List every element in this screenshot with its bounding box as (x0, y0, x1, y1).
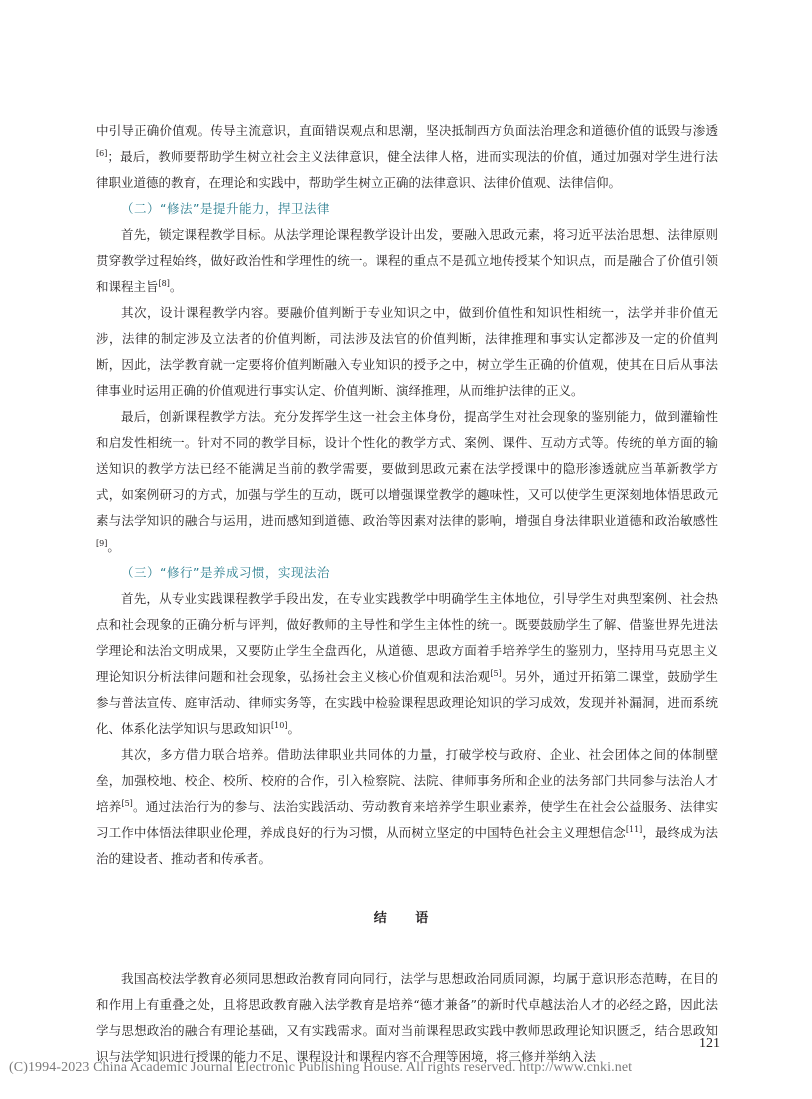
paragraph-text: 。 (287, 721, 300, 736)
section-heading-3: （三）“修行”是养成习惯，实现法治 (121, 565, 330, 580)
paragraph-text: 我国高校法学教育必须同思想政治教育同向同行，法学与思想政治同质同源，均属于意识形态范畴，在目的和作用上有重叠之处，且将思政教育融入法学教育是培养“德才兼备”的新时代卓越法治人才的必经之路，因此法学与思想政治的融合有理论基础，又有实践需求。面对当前课程思政实践中教师思政理论知识匮乏，结合思政知识与法学知识进行授课的能力不足、课程设计和课程内容不合理等困境，将三修并举纳入法 (96, 971, 718, 1064)
article-body (96, 118, 718, 1070)
copyright-footer: (C)1994-2023 China Academic Journal Electronic Publishing House. All rights reserved. http://www.cnki.net (9, 1060, 633, 1075)
paragraph (96, 222, 718, 300)
paragraph-text: 。 (107, 539, 120, 554)
citation-ref: [8] (158, 278, 170, 288)
citation-ref: [5] (121, 798, 133, 808)
paragraph-text: 首先，从专业实践课程教学手段出发，在专业实践教学中明确学生主体地位，引导学生对典型案例、社会热点和社会现象的正确分析与评判，做好教师的主导性和学生主体性的统一。既要鼓励学生了解、借鉴世界先进法学理论和法治文明成果，又要防止学生全盘西化，从道德、思政方面着手培养学生的鉴别力，坚持用马克思主义理论知识分析法律问题和社会现象，弘扬社会主义核心价值观和法治观 (96, 591, 718, 684)
citation-ref: [11] (625, 824, 643, 834)
citation-ref: [5] (490, 668, 502, 678)
paragraph (96, 118, 718, 196)
paragraph (96, 966, 718, 1070)
paragraph-text: 其次，设计课程教学内容。要融价值判断于专业知识之中，做到价值性和知识性相统一，法学并非价值无涉，法律的制定涉及立法者的价值判断，司法涉及法官的价值判断，法律推理和事实认定都涉及一定的价值判断，因此，法学教育就一定要将价值判断融入专业知识的授予之中，树立学生正确的价值观，使其在日后从事法律事业时运用正确的价值观进行事实认定、价值判断、演绎推理，从而维护法律的正义。 (96, 305, 718, 398)
paragraph-text: 。 (169, 279, 183, 294)
section-heading-2: （二）“修法”是提升能力，捍卫法律 (121, 201, 330, 216)
paragraph-text: 中引导正确价值观。传导主流意识，直面错误观点和思潮，坚决抵制西方负面法治理念和道德价值的诋毁与渗透 (96, 123, 718, 138)
paragraph-text: 。通过法治行为的参与、法治实践活动、劳动教育来培养学生职业素养，使学生在社会公益服务、法律实习工作中体悟法律职业伦理，养成良好的行为习惯，从而树立坚定的中国特色社会主义理想信念 (96, 799, 718, 840)
paragraph (96, 742, 718, 872)
paragraph-text: 。另外，通过开拓第二课堂，鼓励学生参与普法宣传、庭审活动、律师实务等，在实践中检验课程思政理论知识的学习成效，发现并补漏洞，进而系统化、体系化法学知识与思政知识 (96, 669, 718, 736)
conclusion-title: 结 语 (373, 911, 441, 926)
paragraph-text: ；最后，教师要帮助学生树立社会主义法律意识，健全法律人格，进而实现法的价值，通过加强对学生进行法律职业道德的教育，在理论和实践中，帮助学生树立正确的法律意识、法律价值观、法律信仰。 (96, 149, 718, 190)
citation-ref: [9] (96, 538, 108, 548)
paragraph (96, 404, 718, 560)
citation-ref: [6] (96, 148, 108, 158)
paragraph-text: 其次，多方借力联合培养。借助法律职业共同体的力量，打破学校与政府、企业、社会团体之间的体制壁垒，加强校地、校企、校所、校府的合作，引入检察院、法院、律师事务所和企业的法务部门共同参与法治人才培养 (96, 747, 718, 814)
paragraph (96, 300, 718, 404)
page-number: 121 (699, 1036, 720, 1051)
citation-ref: [10] (271, 720, 288, 730)
paragraph-text: 首先，锁定课程教学目标。从法学理论课程教学设计出发，要融入思政元素，将习近平法治思想、法律原则贯穿教学过程始终，做好政治性和学理性的统一。课程的重点不是孤立地传授某个知识点，而是融合了价值引领和课程主旨 (96, 227, 718, 294)
paragraph-text: 最后，创新课程教学方法。充分发挥学生这一社会主体身份，提高学生对社会现象的鉴别能力，做到灌输性和启发性相统一。针对不同的教学目标，设计个性化的教学方式、案例、课件、互动方式等。传统的单方面的输送知识的教学方法已经不能满足当前的教学需要，要做到思政元素在法学授课中的隐形渗透就应当革新教学方式，如案例研习的方式，加强与学生的互动，既可以增强课堂教学的趣味性，又可以使学生更深刻地体悟思政元素与法学知识的融合与运用，进而感知到道德、政治等因素对法律的影响，增强自身法律职业道德和政治敏感性 (96, 409, 718, 528)
paragraph-text: ，最终成为法治的建设者、推动者和传承者。 (96, 825, 718, 866)
paragraph (96, 586, 718, 742)
